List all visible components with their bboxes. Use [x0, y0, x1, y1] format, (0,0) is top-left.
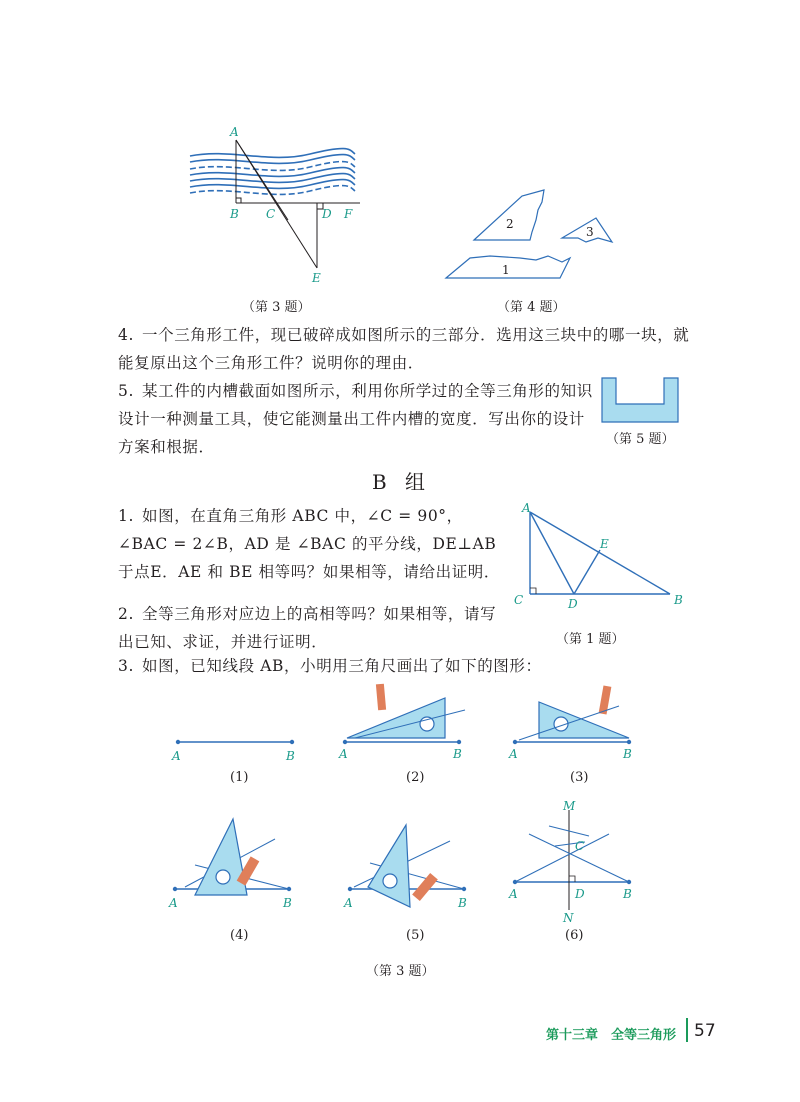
group-b-title: B 组	[372, 470, 432, 494]
caption-fig-4: （第 4 题）	[497, 300, 566, 315]
footer-divider	[686, 1018, 688, 1042]
problem-number: 2.	[118, 605, 134, 623]
label-a: A	[172, 749, 181, 763]
chapter-footer: 第十三章 全等三角形	[546, 1028, 677, 1043]
label-a: A	[509, 747, 518, 761]
piece-3-label: 3	[586, 225, 594, 239]
label-b: B	[674, 593, 683, 607]
label-d: D	[575, 887, 585, 901]
label-b: B	[453, 747, 462, 761]
page-number: 57	[694, 1021, 716, 1041]
problem-number: 5.	[118, 382, 134, 400]
label-c: C	[514, 593, 524, 607]
subfigure-4	[165, 815, 315, 915]
label-b: B	[283, 896, 292, 910]
caption-sub-4: (4)	[230, 928, 249, 943]
problem-text: 一个三角形工件，现已破碎成如图所示的三部分．选用这三块中的哪一块，就能复原出这个三角形工件？说明你的理由．	[118, 326, 690, 372]
problem-number: 1.	[118, 507, 134, 525]
problem-b-3	[118, 652, 708, 680]
caption-sub-5: (5)	[406, 928, 425, 943]
label-a: A	[169, 896, 178, 910]
problem-text: 某工件的内槽截面如图所示，利用你所学过的全等三角形的知识设计一种测量工具，使它能测量出工件内槽的宽度．写出你的设计方案和根据．	[118, 382, 593, 456]
problem-number: 4.	[118, 326, 134, 344]
problem-b-2	[118, 600, 508, 656]
label-e: E	[600, 537, 609, 551]
label-a: A	[344, 896, 353, 910]
caption-sub-1: (1)	[230, 770, 249, 785]
label-d: D	[568, 597, 578, 611]
problem-b-1	[118, 502, 508, 586]
problem-text: 全等三角形对应边上的高相等吗？如果相等，请写出已知、求证，并进行证明．	[118, 605, 497, 651]
caption-fig-3: （第 3 题）	[242, 300, 311, 315]
label-a: A	[509, 887, 518, 901]
label-e: E	[312, 271, 321, 285]
subfigure-5	[340, 815, 490, 915]
label-c: C	[266, 207, 276, 221]
label-b: B	[286, 749, 295, 763]
caption-sub-6: (6)	[565, 928, 584, 943]
problem-number: 3.	[118, 657, 134, 675]
label-b: B	[230, 207, 239, 221]
problem-a-5	[118, 377, 598, 461]
problem-a-4	[118, 321, 698, 377]
piece-2-label: 2	[506, 217, 514, 231]
figure-problem-4	[440, 180, 640, 290]
caption-sub-3: (3)	[570, 770, 589, 785]
subfigure-2	[335, 680, 485, 770]
label-a: A	[339, 747, 348, 761]
label-m: M	[563, 799, 576, 813]
label-f: F	[344, 207, 353, 221]
caption-sub-2: (2)	[406, 770, 425, 785]
subfigure-3	[505, 680, 655, 770]
subfigure-1	[168, 730, 308, 770]
caption-fig-b1: （第 1 题）	[556, 632, 625, 647]
label-n: N	[563, 911, 574, 925]
caption-fig-b3: （第 3 题）	[366, 964, 435, 979]
subfigure-6	[505, 798, 655, 928]
problem-text: 如图，已知线段 AB，小明用三角尺画出了如下的图形：	[142, 657, 542, 675]
label-b: B	[458, 896, 467, 910]
problem-text: 如图，在直角三角形 ABC 中，∠C = 90°，∠BAC = 2∠B，AD 是 ∠BAC 的平分线，DE⊥AB 于点E．AE 和 BE 相等吗？如果相等，请给出证明．	[118, 507, 501, 581]
label-a: A	[522, 501, 531, 515]
figure-b-problem-1	[510, 500, 690, 615]
label-a: A	[230, 125, 239, 139]
piece-1-label: 1	[502, 263, 510, 277]
label-c: C	[575, 839, 585, 853]
caption-fig-5: （第 5 题）	[606, 432, 675, 447]
figure-problem-5	[600, 376, 682, 426]
label-d: D	[322, 207, 332, 221]
label-b: B	[623, 887, 632, 901]
figure-problem-3	[170, 120, 370, 290]
label-b: B	[623, 747, 632, 761]
